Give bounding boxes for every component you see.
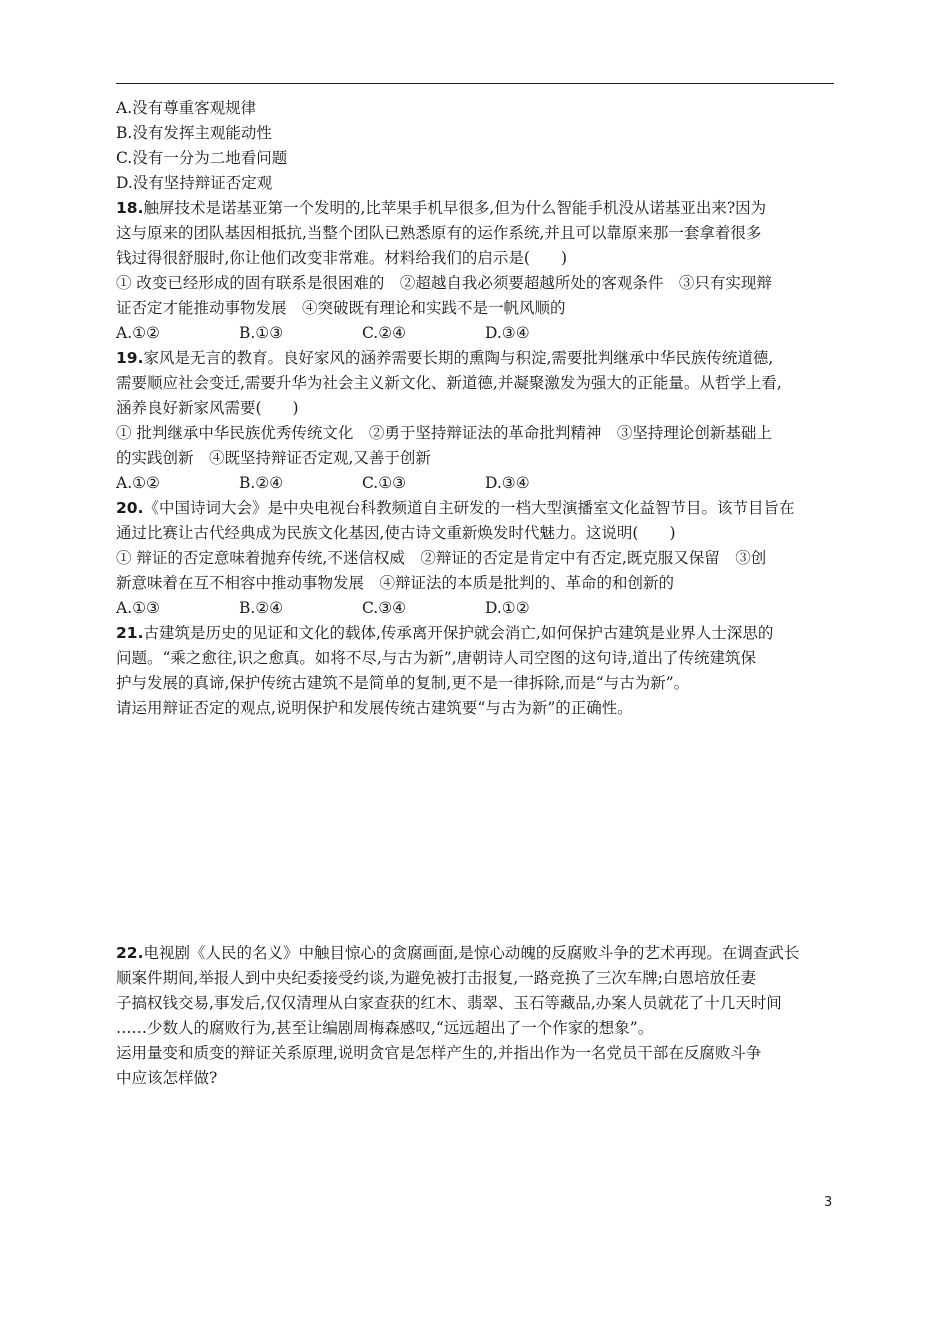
option-a: A.①③ (116, 599, 160, 617)
statement-text: ① 改变已经形成的固有联系是很困难的 ②超越自我必须要超越所处的客观条件 ③只有实现辩 (116, 274, 772, 292)
option-c: C.①③ (362, 474, 407, 492)
question-number: 20. (116, 499, 144, 517)
option-a: A.①② (116, 474, 160, 492)
question-text: ……少数人的腐败行为,甚至让编剧周梅森感叹,“远远超出了一个作家的想象”。 (116, 1019, 654, 1037)
question-text: 子搞权钱交易,事发后,仅仅清理从白家查获的红木、翡翠、玉石等藏品,办案人员就花了十几天时间 (116, 994, 782, 1012)
answer-options (116, 596, 836, 621)
option-a: A.①② (116, 324, 160, 342)
page-content (116, 96, 836, 1091)
answer-options (116, 471, 836, 496)
q17-option-c: C.没有一分为二地看问题 (116, 149, 288, 167)
q17-option-b: B.没有发挥主观能动性 (116, 124, 272, 142)
option-b: B.②④ (239, 474, 284, 492)
question-text: 顺案件期间,举报人到中央纪委接受约谈,为避免被打击报复,一路竞换了三次车牌;白恩培放任妻 (116, 969, 757, 987)
question-text: 通过比赛让古代经典成为民族文化基因,使古诗文重新焕发时代魅力。这说明( ) (116, 524, 676, 542)
q17-options (116, 96, 836, 196)
statement-text: 证否定才能推动事物发展 ④突破既有理论和实践不是一帆风顺的 (116, 299, 566, 317)
question-text: 护与发展的真谛,保护传统古建筑不是简单的复制,更不是一律拆除,而是“与古为新”。 (116, 674, 690, 692)
header-rule (116, 83, 834, 84)
question-number: 19. (116, 349, 144, 367)
question-text: 钱过得很舒服时,你让他们改变非常难。材料给我们的启示是( ) (116, 249, 568, 267)
option-b: B.①③ (239, 324, 284, 342)
question-number: 21. (116, 624, 144, 642)
question-number: 18. (116, 199, 144, 217)
question-prompt: 运用量变和质变的辩证关系原理,说明贪官是怎样产生的,并指出作为一名党员干部在反腐败斗争 (116, 1044, 762, 1062)
answer-options (116, 321, 836, 346)
question-prompt: 中应该怎样做? (116, 1069, 218, 1087)
question-18 (116, 196, 836, 346)
option-d: D.③④ (485, 324, 530, 342)
statement-text: ① 辩证的否定意味着抛弃传统,不迷信权威 ②辩证的否定是肯定中有否定,既克服又保留 ③创 (116, 549, 767, 567)
question-20 (116, 496, 836, 621)
statement-text: 新意味着在互不相容中推动事物发展 ④辩证法的本质是批判的、革命的和创新的 (116, 574, 675, 592)
question-text: 需要顺应社会变迁,需要升华为社会主义新文化、新道德,并凝聚激发为强大的正能量。从哲学上看, (116, 374, 782, 392)
option-d: D.①② (485, 599, 530, 617)
page-number: 3 (824, 1195, 833, 1210)
question-21 (116, 621, 836, 721)
question-text: 触屏技术是诺基亚第一个发明的,比苹果手机早很多,但为什么智能手机没从诺基亚出来?因为 (143, 199, 767, 217)
q17-option-a: A.没有尊重客观规律 (116, 99, 257, 117)
question-prompt: 请运用辩证否定的观点,说明保护和发展传统古建筑要“与古为新”的正确性。 (116, 699, 633, 717)
option-b: B.②④ (239, 599, 284, 617)
option-d: D.③④ (485, 474, 530, 492)
question-text: 《中国诗词大会》是中央电视台科教频道自主研发的一档大型演播室文化益智节目。该节目旨在 (143, 499, 795, 517)
question-text: 涵养良好新家风需要( ) (116, 399, 299, 417)
answer-space[interactable] (116, 721, 836, 941)
question-22 (116, 941, 836, 1091)
q17-option-d: D.没有坚持辩证否定观 (116, 174, 273, 192)
question-text: 电视剧《人民的名义》中触目惊心的贪腐画面,是惊心动魄的反腐败斗争的艺术再现。在调查武长 (143, 944, 800, 962)
question-19 (116, 346, 836, 496)
question-text: 古建筑是历史的见证和文化的载体,传承离开保护就会消亡,如何保护古建筑是业界人士深思的 (143, 624, 774, 642)
statement-text: ① 批判继承中华民族优秀传统文化 ②勇于坚持辩证法的革命批判精神 ③坚持理论创新基础上 (116, 424, 772, 442)
option-c: C.③④ (362, 599, 407, 617)
question-text: 这与原来的团队基因相抵抗,当整个团队已熟悉原有的运作系统,并且可以靠原来那一套拿着很多 (116, 224, 762, 242)
statement-text: 的实践创新 ④既坚持辩证否定观,又善于创新 (116, 449, 431, 467)
question-number: 22. (116, 944, 144, 962)
question-text: 家风是无言的教育。良好家风的涵养需要长期的熏陶与积淀,需要批判继承中华民族传统道德, (143, 349, 774, 367)
question-text: 问题。“乘之愈往,识之愈真。如将不尽,与古为新”,唐朝诗人司空图的这句诗,道出了传统建筑保 (116, 649, 757, 667)
option-c: C.②④ (362, 324, 407, 342)
